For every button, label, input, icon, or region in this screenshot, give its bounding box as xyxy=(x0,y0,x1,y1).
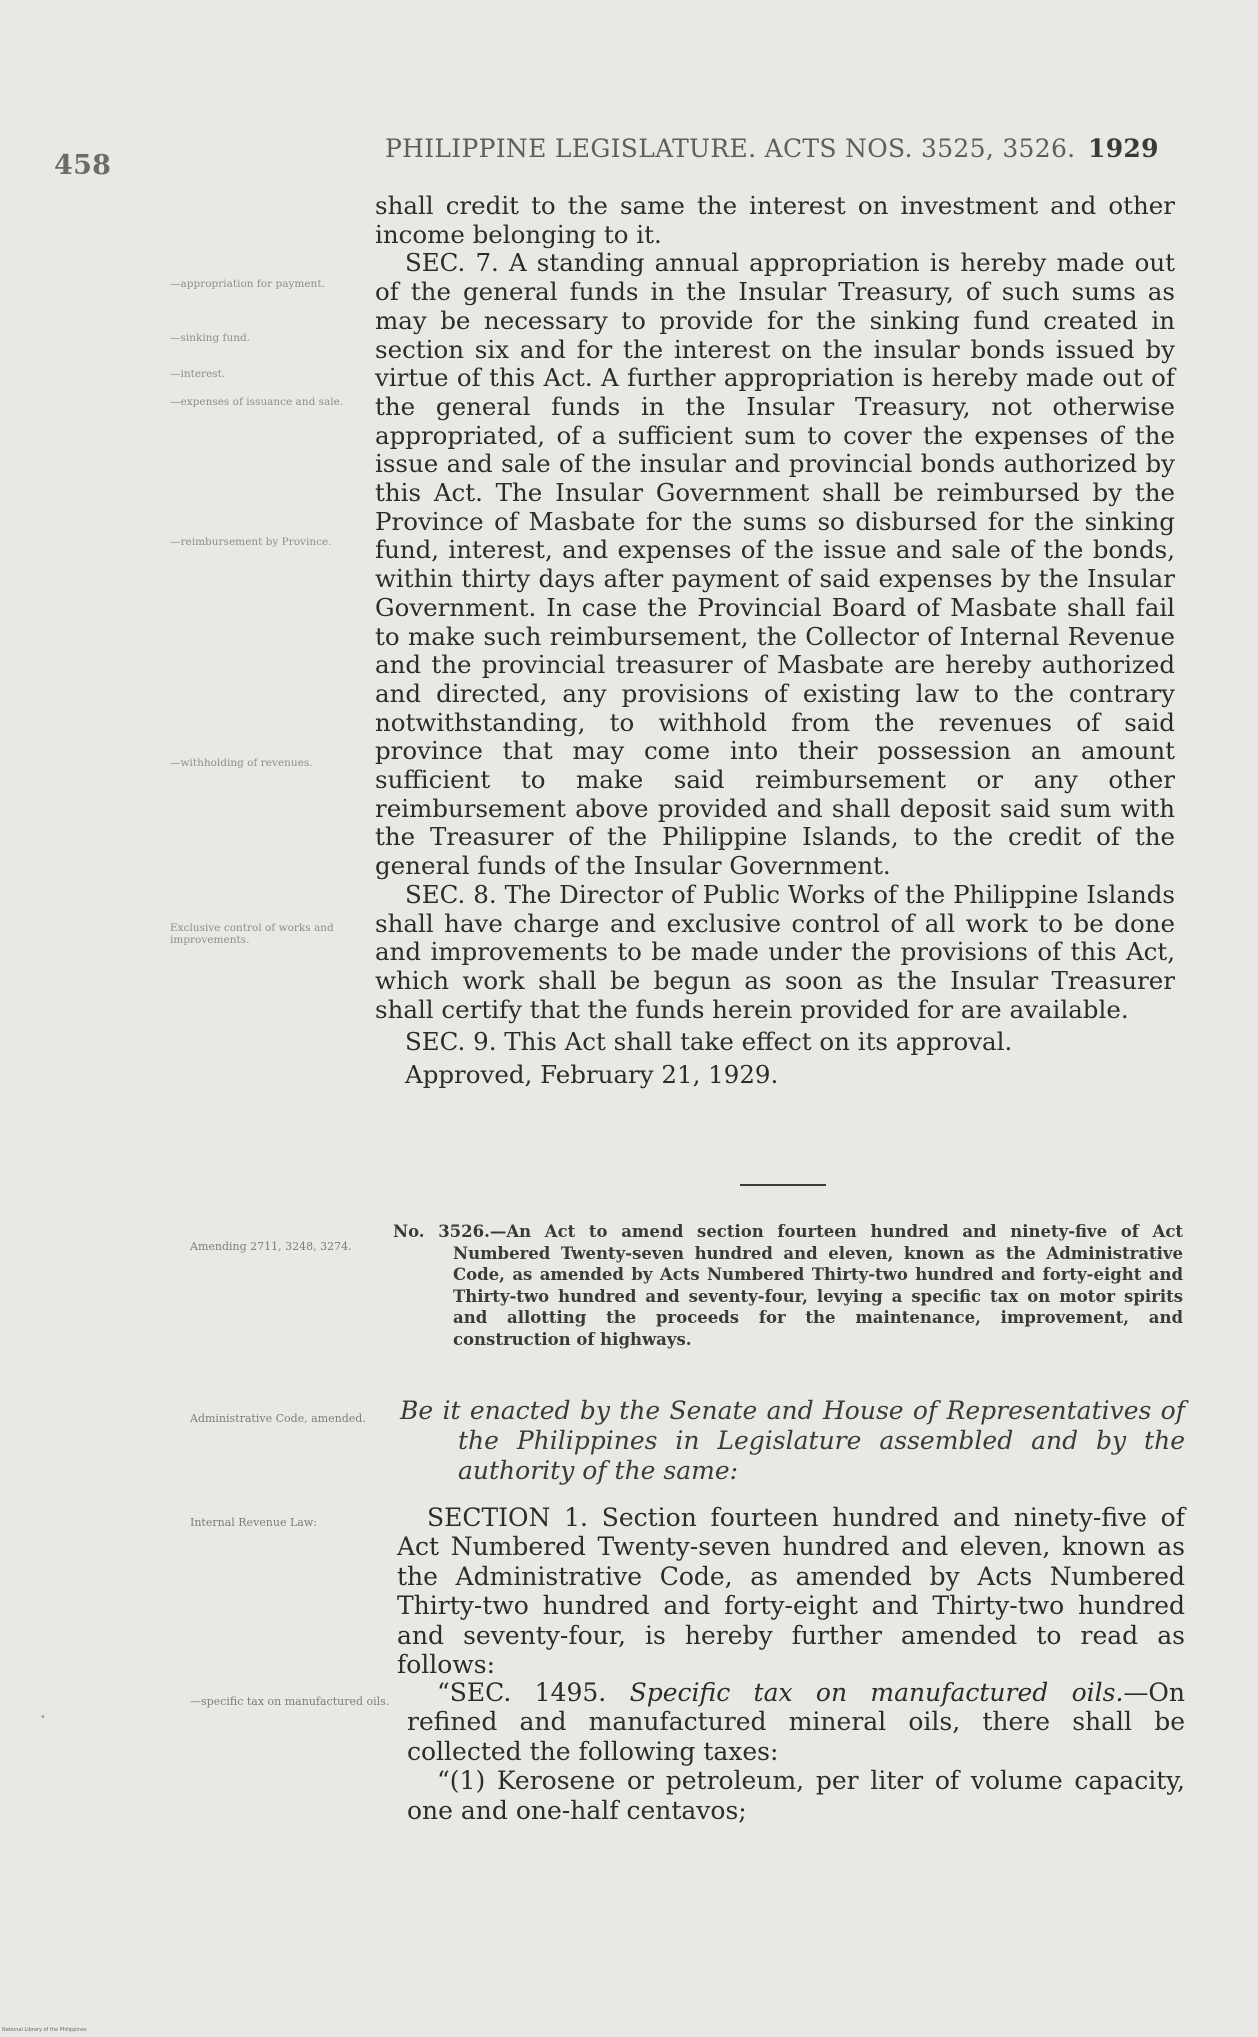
running-title: PHILIPPINE LEGISLATURE. ACTS NOS. 3525, 3526. xyxy=(385,134,1076,163)
note-amending: Amending 2711, 3248, 3274. xyxy=(190,1240,352,1253)
section-9-label: SEC. 9. xyxy=(405,1027,497,1057)
note-interest: —interest. xyxy=(170,368,226,380)
footer-credit: National Library of the Philippines xyxy=(2,2027,87,2033)
act-3526-section-1 xyxy=(397,1503,1185,1679)
note-internal-revenue: Internal Revenue Law: xyxy=(190,1516,317,1529)
continuation-text: shall credit to the same the interest on investment and other income belonging to it. xyxy=(375,191,1175,249)
page-number: 458 xyxy=(54,150,112,181)
section-divider xyxy=(740,1184,826,1186)
note-sinking-fund: —sinking fund. xyxy=(170,332,251,344)
section-8-text: The Director of Public Works of the Philippine Islands shall have charge and exclusive control of all work to be done and improvements to be made under the provisions of this Act, which work shall be begun as soon as the Insular Treasurer shall certify that the funds herein provided for are available. xyxy=(375,879,1175,1024)
enacting-clause: Be it enacted by the Senate and House of Representatives of the Philippines in Legislature assembled and by the authority of the same: xyxy=(400,1396,1185,1485)
section-1-label: SECTION 1. xyxy=(427,1503,588,1532)
note-reimbursement: —reimbursement by Province. xyxy=(170,536,332,548)
section-9 xyxy=(375,1028,1175,1057)
sec-1495-label: “SEC. 1495. xyxy=(437,1678,607,1707)
section-7-block xyxy=(375,192,1175,1090)
sec-1495-text: —On refined and manufactured mineral oils, there shall be collected the following taxes: xyxy=(407,1678,1186,1766)
note-withholding: —withholding of revenues. xyxy=(170,757,313,769)
act-3526-title: No. 3526.—An Act to amend section fourteen hundred and ninety-five of Act Numbered Twenty-seven hundred and eleven, known as the Administrative Code, as amended by Acts Numbered Thirty-two hundred and forty-eight and Thirty-two hundred and seventy-four, levying a specific tax on motor spirits and allotting the proceeds for the maintenance, improvement, and construction of highways. xyxy=(393,1222,1183,1349)
item-1-kerosene: “(1) Kerosene or petroleum, per liter of volume capacity, one and one-half centavos; xyxy=(407,1766,1185,1825)
section-7-text: A standing annual appropriation is hereby made out of the general funds in the Insular Treasury, of such sums as may be necessary to provide for the sinking fund created in section six and for the interest on the insular bonds issued by virtue of this Act. A further appropriation is hereby made out of the general funds in the Insular Treasury, not otherwise appropriated, of a sufficient sum to cover the expenses of the issue and sale of the insular and provincial bonds authorized by this Act. The Insular Government shall be reimbursed by the Province of Masbate for the sums so disbursed for the sinking fund, interest, and expenses of the issue and sale of the bonds, within thirty days after payment of said expenses by the Insular Government. In case the Provincial Board of Masbate shall fail to make such reimbursement, the Collector of Internal Revenue and the provincial treasurer of Masbate are hereby authorized and directed, any provisions of existing law to the contrary notwithstanding, to withhold from the revenues of said province that may come into their possession an amount sufficient to make said reimbursement or any other reimbursement above provided and shall deposit said sum with the Treasurer of the Philippine Islands, to the credit of the general funds of the Insular Government. xyxy=(375,248,1175,881)
section-7 xyxy=(375,249,1175,880)
note-appropriation: —appropriation for payment. xyxy=(170,278,325,290)
note-exclusive-control: Exclusive control of works and improvements. xyxy=(170,922,334,946)
page-header xyxy=(0,132,1258,181)
sec-1495-block xyxy=(407,1678,1185,1825)
margin-dot: • xyxy=(40,1712,46,1723)
section-1-text: Section fourteen hundred and ninety-five of Act Numbered Twenty-seven hundred and eleven, known as the Administrative Code, as amended by Acts Numbered Thirty-two hundred and forty-eight and Thirty-two hundred and seventy-four, is hereby further amended to read as follows: xyxy=(397,1503,1185,1680)
section-8-label: SEC. 8. xyxy=(405,879,497,909)
section-7-label: SEC. 7. xyxy=(405,248,499,278)
note-specific-tax: —specific tax on manufactured oils. xyxy=(190,1695,390,1708)
header-year: 1929 xyxy=(1088,134,1159,163)
approval-date: Approved, February 21, 1929. xyxy=(405,1060,779,1090)
sec-1495-paragraph xyxy=(407,1678,1185,1766)
section-1-paragraph xyxy=(397,1503,1185,1679)
note-expenses: —expenses of issuance and sale. xyxy=(170,396,344,408)
sec-1495-heading: Specific tax on manufactured oils. xyxy=(629,1678,1124,1707)
section-9-text: This Act shall take effect on its approval. xyxy=(504,1027,1013,1057)
note-admin-code: Administrative Code, amended. xyxy=(190,1412,366,1425)
section-8 xyxy=(375,881,1175,1025)
